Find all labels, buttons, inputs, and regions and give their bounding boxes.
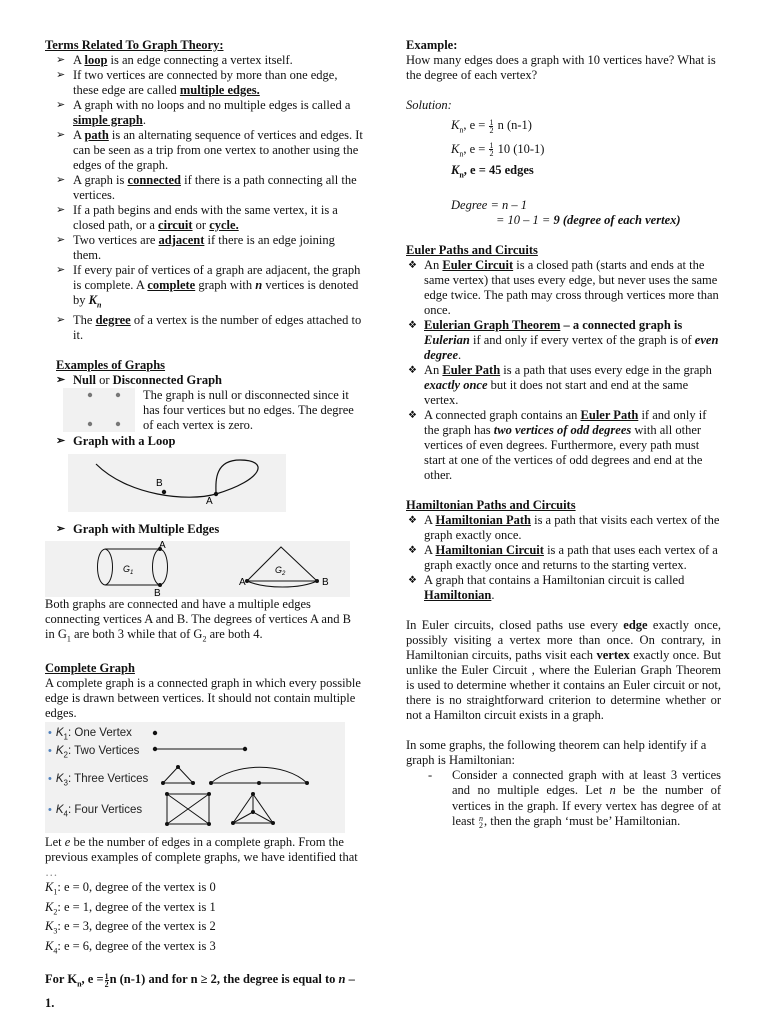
multi-edge-svg [45,541,350,597]
vertex-a-label: A [206,495,213,507]
null-graph-desc: The graph is null or disconnected since it has four vertices but no edges. The degree of each vertex is zero. [143,387,354,432]
vertex-b-label: B [156,477,163,489]
arrow-bullet-icon: ➢ [56,129,66,141]
g1-label: G [123,563,131,574]
g1-vertex-b-label: B [154,587,161,597]
bullet-dot-icon: • [48,773,52,785]
term-path: ➢ A path is an alternating sequence of vertices and edges. It can be seen as a trip from one vertex to another using the edges of the graph. [56,128,363,172]
solution-line-3: $K_n$, e = 45 edges [451,163,534,180]
g1-vertex-a-label: A [159,540,166,551]
euler-circuit-item: ❖ An Euler Circuit is a closed path (starts and ends at the same vertex) that uses every edge, but never uses the same edge twice. The path may cross through vertices more than once. [408,257,719,317]
euler-path-item: ❖ An Euler Path is a path that uses every edge in the graph exactly once but it does not start and end at the same vertex. [408,362,712,407]
solution-label: Solution: [406,98,452,112]
g2-sub-label: 2 [282,570,286,577]
k4-item: • $K_4$: Four Vertices [48,804,143,819]
g1-sub-label: 1 [130,569,134,576]
left-column [45,38,363,1013]
g2-vertex-a-label: A [239,576,246,588]
solution-block [406,116,721,228]
loop-graph-figure [68,454,286,512]
solution-line-1: $K_n$, e = $\frac{1}{2}$ n (n-1) [451,117,532,135]
arrow-bullet-icon: ➢ [56,69,66,81]
ham-path-item: ❖ A Hamiltonian Path is a path that visits each vertex of the graph exactly once. [408,512,720,542]
hamiltonian-def-item: ❖ A graph that contains a Hamiltonian circuit is called Hamiltonian. [408,572,685,602]
k2-fact: $K_2$: e = 1, degree of the vertex is 1 [45,899,216,916]
k3-fact: $K_3$: e = 3, degree of the vertex is 2 [45,919,216,936]
bullet-dot-icon: • [48,745,52,757]
example-heading: Example: [406,38,458,52]
bullet-dot-icon: • [48,727,52,739]
hamiltonian-heading: Hamiltonian Paths and Circuits [406,497,576,512]
right-column [406,38,721,830]
arrow-bullet-icon: ➢ [56,99,66,111]
arrow-bullet-icon: ➢ [56,204,66,216]
null-graph-svg [63,388,135,432]
term-circuit: ➢ If a path begins and ends with the same vertex, it is a closed path, or a circuit or cycle. [56,203,338,232]
null-graph-label: ➢ Null or Disconnected Graph [56,372,222,387]
term-loop: ➢ A loop is an edge connecting a vertex itself. [56,53,293,67]
diamond-bullet-icon: ❖ [408,259,417,271]
terms-heading: Terms Related To Graph Theory: [45,38,224,52]
arrow-bullet-icon: ➢ [56,264,66,276]
arrow-bullet-icon: ➢ [56,313,66,326]
solution-line-2: $K_n$, e = $\frac{1}{2}$ 10 (10-1) [451,141,545,159]
loop-graph-label: ➢ Graph with a Loop [56,433,176,448]
arrow-bullet-icon: ➢ [56,373,66,386]
degree-line-2: = 10 – 1 = 9 (degree of each vertex) [496,212,681,227]
arrow-bullet-icon: ➢ [56,174,66,186]
term-simple-graph: ➢ A graph with no loops and no multiple edges is called a simple graph. [56,98,351,127]
euler-vs-hamilton-paragraph: In Euler circuits, closed paths use every edge exactly once, possibly visiting a vertex more than once. On contrary, in Hamiltonian circuits, paths visit each vertex exactly once. But unlike the Euler Circuit , where the Eulerian Graph Theorem is used to determine whether it contains an Euler circuit or not, there is no straightforward criterion to determine whether or not a Hamilton circuit exists in a graph. [406,617,722,722]
g2-vertex-b-label: B [322,576,329,588]
k3-item: • $K_3$: Three Vertices [48,773,149,788]
complete-heading: Complete Graph [45,661,135,675]
bullet-dot-icon: • [48,804,52,816]
term-multiple-edges: ➢ If two vertices are connected by more than one edge, these edge are called multiple edges. [56,68,338,97]
term-adjacent: ➢ Two vertices are adjacent if there is an edge joining them. [56,233,335,262]
multi-edge-desc: Both graphs are connected and have a multiple edges connecting vertices A and B. The degrees of vertices A and B in $G_1$ are both 3 while that of $G_2$ are both 4. [45,596,351,643]
theorem-intro: In some graphs, the following theorem can help identify if a graph is Hamiltonian: [406,737,707,767]
eulerian-theorem-item: ❖ Eulerian Graph Theorem – a connected graph is Eulerian if and only if every vertex of the graph is of even degree. [408,317,719,362]
diamond-bullet-icon: ❖ [408,319,417,331]
null-graph-figure [63,388,135,432]
diamond-bullet-icon: ❖ [408,574,417,586]
k4-fact: $K_4$: e = 6, degree of the vertex is 3 [45,938,216,955]
arrow-bullet-icon: ➢ [56,234,66,246]
k1-item: • $K_1$: One Vertex [48,727,132,742]
k1-fact: $K_1$: e = 0, degree of the vertex is 0 [45,880,216,897]
multi-edge-label: ➢ Graph with Multiple Edges [56,521,220,536]
k2-item: • $K_2$: Two Vertices [48,745,140,760]
multi-edge-figure [45,541,350,597]
theorem-item: - Consider a connected graph with at least 3 vertices and no multiple edges. Let n be the number of vertices in the graph. If every vertex has degree of at least n 2 , then the graph ‘must be’ Hamiltonian. [428,767,721,831]
example-question: How many edges does a graph with 10 vertices have? What is the degree of each vertex? [406,53,716,82]
dash-bullet: - [428,767,433,782]
diamond-bullet-icon: ❖ [408,364,417,376]
arrow-bullet-icon: ➢ [56,434,66,447]
ham-circuit-item: ❖ A Hamiltonian Circuit is a path that uses each vertex of a graph exactly once and returns to the starting vertex. [408,542,718,572]
term-complete: ➢ If every pair of vertices of a graph are adjacent, the graph is complete. A complete graph with n vertices is denoted by $K_n$ [56,263,361,310]
complete-graphs-svg [45,722,345,833]
term-connected: ➢ A graph is connected if there is a path connecting all the vertices. [56,173,357,202]
degree-line-1: Degree = n – 1 [451,197,528,212]
complete-graphs-figure [45,722,345,833]
arrow-bullet-icon: ➢ [56,54,66,66]
g2-label: G [275,564,283,575]
complete-desc: A complete graph is a connected graph in which every possible edge is drawn between vertices. It should not contain multiple edges. [45,676,361,720]
half-fraction: $\frac{1}{2}$ [104,971,109,989]
let-e-paragraph: Let e be the number of edges in a complete graph. From the previous examples of complete graphs, we have identified that … [45,835,358,879]
diamond-bullet-icon: ❖ [408,514,417,526]
loop-graph-svg [68,454,286,512]
diamond-bullet-icon: ❖ [408,544,417,556]
complete-formula: For $K_n$, e = $\frac{1}{2}$ n (n-1) and for n ≥ 2, the degree is equal to n – 1. [45,971,355,1010]
diamond-bullet-icon: ❖ [408,409,417,421]
term-degree: ➢ The degree of a vertex is the number of edges attached to it. [56,312,362,342]
euler-path-condition-item: ❖ A connected graph contains an Euler Path if and only if the graph has two vertices of odd degrees with all other vertices of even degrees. Furthermore, every path must start at one of the vertices of odd degrees and end at the other. [408,407,707,482]
arrow-bullet-icon: ➢ [56,522,66,535]
euler-heading: Euler Paths and Circuits [406,242,538,257]
examples-heading: Examples of Graphs [56,357,166,372]
null-graph-example [45,388,363,434]
